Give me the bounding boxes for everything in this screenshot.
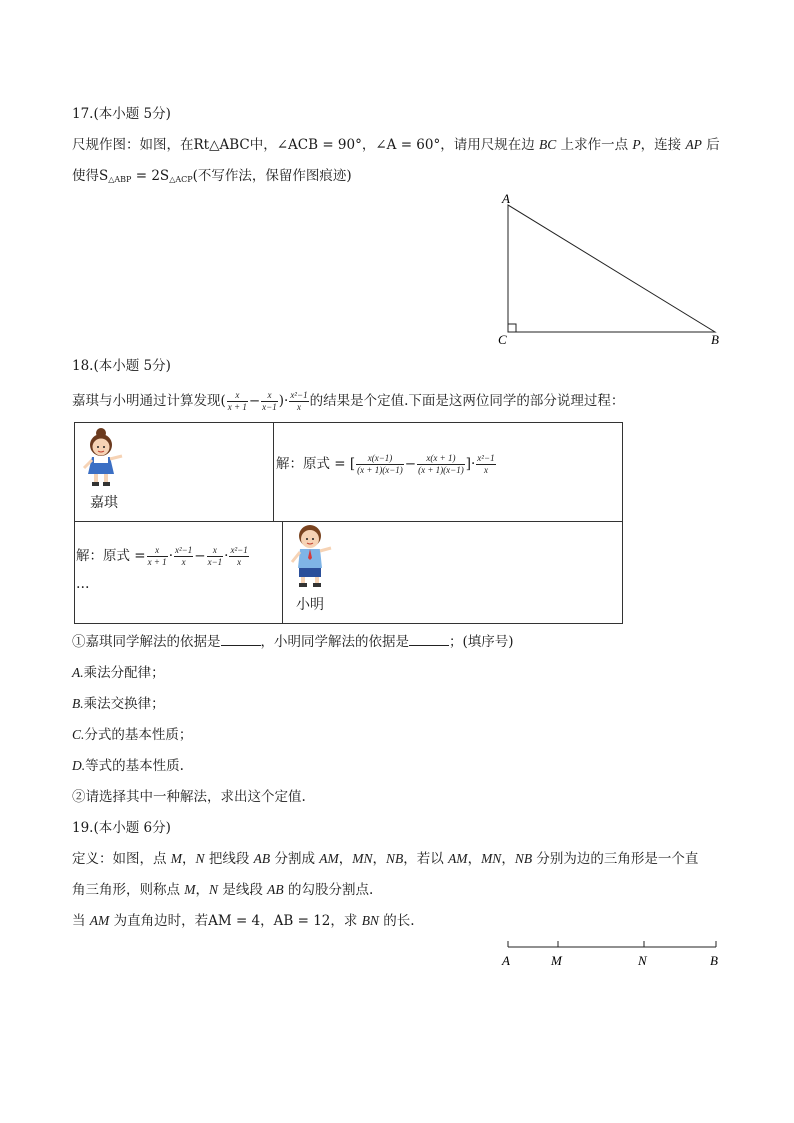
q18-question2: ②请选择其中一种解法，求出这个定值. bbox=[72, 789, 306, 805]
q18-header: 18.(本小题 5分) bbox=[72, 358, 171, 374]
table-col-divider-bottom bbox=[282, 521, 283, 624]
q19-definition-line2: 角三角形，则称点 M，N 是线段 AB 的勾股分割点. bbox=[72, 882, 374, 898]
jiaqi-solution: 解：原式 = [ $\frac{x(x-1)}{(x + 1)(x-1)}$ − $\frac{x(x + 1)}{(x + 1)(x-1)}$ ]· $\frac{\text{x²−1}}{x}$ bbox=[276, 453, 495, 475]
xiaoming-avatar bbox=[286, 522, 336, 590]
seg-label-n: N bbox=[638, 953, 647, 968]
segment-figure bbox=[496, 934, 726, 970]
seg-label-a: A bbox=[502, 953, 510, 968]
q19-definition-line1: 定义：如图，点 M，N 把线段 AB 分割成 AM，MN，NB，若以 AM，MN，NB 分别为边的三角形是一个直 bbox=[72, 851, 699, 867]
seg-label-m: M bbox=[551, 953, 562, 968]
table-row-divider bbox=[74, 521, 623, 522]
label-c: C bbox=[498, 332, 507, 347]
xiaoming-name: 小明 bbox=[296, 597, 324, 613]
option-d: D.等式的基本性质. bbox=[72, 758, 184, 774]
option-c: C.分式的基本性质； bbox=[72, 727, 193, 743]
q17-text-line2: 使得$S_{\triangle ABP} = 2S_{\triangle ACP}$(不写作法，保留作图痕迹) bbox=[72, 168, 352, 184]
triangle-abc bbox=[508, 205, 715, 332]
q18-intro: 嘉琪与小明通过计算发现( $\frac{x}{x + 1}$ − $\frac{x}{x-1}$ )· $\frac{\text{x²−1}}{x}$ 的结果是个定值.下面是这两位同学的部分说理过程： bbox=[72, 390, 625, 412]
right-angle-mark bbox=[508, 324, 516, 332]
jiaqi-avatar bbox=[80, 426, 126, 488]
jiaqi-name: 嘉琪 bbox=[90, 495, 118, 511]
q19-header: 19.(本小题 6分) bbox=[72, 820, 171, 836]
q17-text-line1: 尺规作图：如图，在Rt△ABC中，∠ACB = 90°，∠A = 60°，请用尺规在边 BC 上求作一点 P，连接 AP 后 bbox=[72, 137, 720, 153]
table-col-divider-top bbox=[273, 422, 274, 522]
blank-xiaoming[interactable] bbox=[409, 633, 449, 646]
q19-condition: 当 AM 为直角边时，若AM = 4，AB = 12，求 BN 的长. bbox=[72, 913, 415, 929]
option-a: A.乘法分配律； bbox=[72, 665, 165, 681]
triangle-figure bbox=[490, 190, 730, 350]
q18-question1: ①嘉琪同学解法的依据是 ，小明同学解法的依据是 ；(填序号) bbox=[72, 634, 514, 650]
xiaoming-solution: 解：原式 = $\frac{x}{x + 1}$ · $\frac{\text{x²−1}}{x}$ − $\frac{x}{x-1}$ · $\frac{\text{x²−1}}{x}$ bbox=[76, 545, 248, 567]
option-b: B.乘法交换律； bbox=[72, 696, 165, 712]
seg-label-b: B bbox=[710, 953, 718, 968]
q17-header: 17.(本小题 5分) bbox=[72, 106, 171, 122]
blank-jiaqi[interactable] bbox=[221, 633, 261, 646]
xiaoming-ellipsis: … bbox=[76, 576, 90, 592]
label-a: A bbox=[502, 191, 510, 206]
label-b: B bbox=[711, 332, 719, 347]
